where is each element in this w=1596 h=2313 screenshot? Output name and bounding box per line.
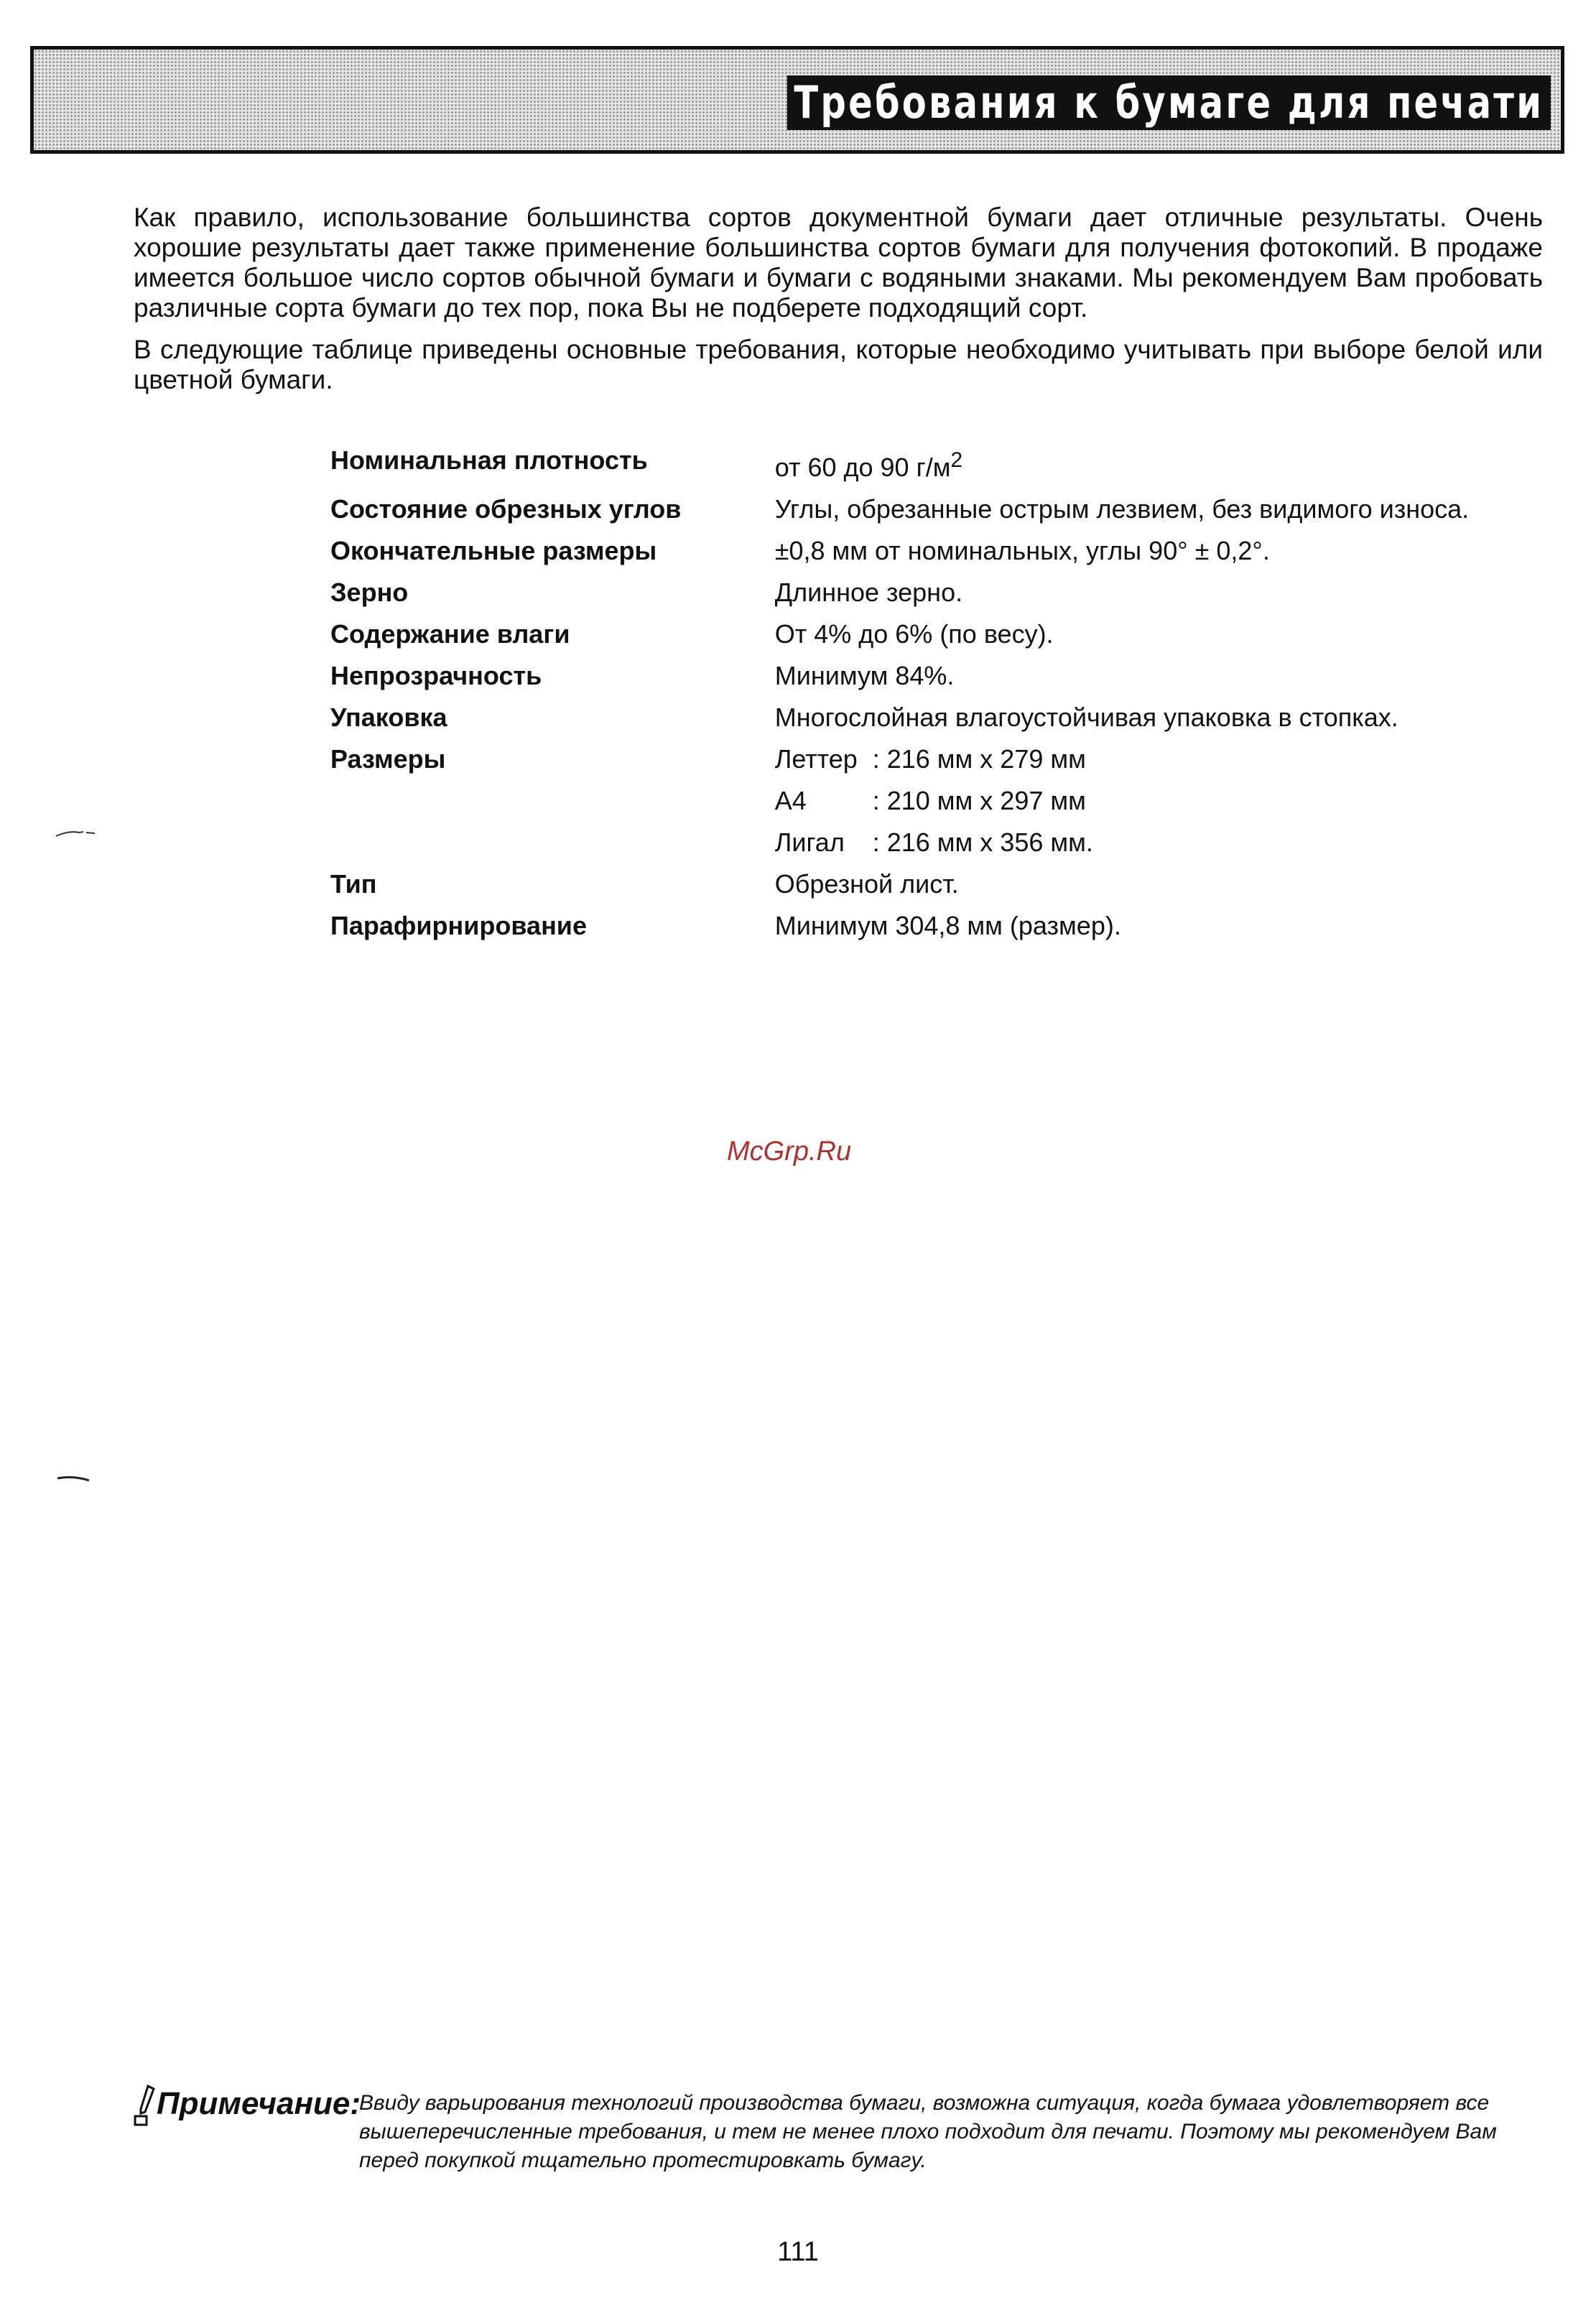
scan-mark xyxy=(55,826,98,842)
paper-size-name: Леттер xyxy=(774,744,858,774)
spec-value: Минимум 84%. xyxy=(774,661,955,690)
spec-row xyxy=(330,869,1537,911)
spec-row xyxy=(330,911,1537,952)
spec-row xyxy=(330,744,1537,869)
spec-label: Содержание влаги xyxy=(330,619,570,649)
paper-size-dimensions: : 210 мм х 297 мм xyxy=(872,786,1086,815)
paper-size-name: Лигал xyxy=(774,828,845,857)
spec-row xyxy=(330,619,1537,661)
spec-label: Зерно xyxy=(330,578,409,607)
scan-mark xyxy=(56,1474,92,1485)
note-label: Примечание: xyxy=(157,2086,361,2121)
spec-value: Многослойная влагоустойчивая упаковка в стопках. xyxy=(774,703,1398,732)
paper-size-row xyxy=(775,744,1537,786)
superscript: 2 xyxy=(950,448,963,472)
note-text: Ввиду варьирования технологий производства бумаги, возможна ситуация, когда бумага удовлетворяет все вышеперечисленные требования, и тем не менее плохо подходит для печати. Поэтому мы рекомендуем Вам перед покупкой тщательно протестировкать бумагу. xyxy=(359,2091,1497,2172)
page-title: Требования к бумаге для печати xyxy=(787,75,1551,130)
watermark-link[interactable]: McGrp.Ru xyxy=(727,1136,852,1167)
spec-value: Обрезной лист. xyxy=(774,869,959,899)
intro-section xyxy=(134,203,1543,407)
paper-size-dimensions: : 216 мм х 356 мм. xyxy=(872,828,1093,857)
spec-value: Длинное зерно. xyxy=(774,578,963,607)
spec-label: Состояние обрезных углов xyxy=(330,494,682,524)
page-number: 111 xyxy=(777,2237,819,2267)
paper-size-dimensions: : 216 мм х 279 мм xyxy=(872,744,1086,774)
spec-value: Минимум 304,8 мм (размер). xyxy=(774,911,1121,940)
spec-row xyxy=(330,578,1537,619)
spec-label: Тип xyxy=(330,869,377,899)
spec-label: Непрозрачность xyxy=(330,661,542,690)
intro-paragraph: Как правило, использование большинства сортов документной бумаги дает отличные результаты. Очень хорошие результаты дает также применение большинства сортов бумаги для получения фотокопий. В продаже имеется большое число сортов обычной бумаги и бумаги с водяными знаками. Мы рекомендуем Вам пробовать различные сорта бумаги до тех пор, пока Вы не подберете подходящий сорт. xyxy=(134,203,1543,323)
paper-size-row xyxy=(775,786,1537,828)
paper-requirements-table xyxy=(330,445,1537,952)
spec-label: Номинальная плотность xyxy=(330,445,648,475)
spec-label: Парафирнирование xyxy=(330,911,587,940)
spec-label: Упаковка xyxy=(330,703,447,732)
spec-row xyxy=(330,661,1537,703)
spec-value: Углы, обрезанные острым лезвием, без видимого износа. xyxy=(774,494,1470,524)
spec-row xyxy=(330,703,1537,744)
spec-row xyxy=(330,445,1537,494)
spec-label: Окончательные размеры xyxy=(330,536,657,565)
paper-sizes-list xyxy=(775,744,1537,869)
paper-size-row xyxy=(775,828,1537,858)
paper-size-name: А4 xyxy=(774,786,807,815)
page-header-band xyxy=(30,46,1564,154)
spec-value: ±0,8 мм от номинальных, углы 90° ± 0,2°. xyxy=(774,536,1270,565)
spec-value: от 60 до 90 $г/м^2$ xyxy=(774,448,963,482)
spec-label: Размеры xyxy=(330,744,446,774)
spec-row xyxy=(330,536,1537,578)
intro-paragraph: В следующие таблице приведены основные требования, которые необходимо учитывать при выборе белой или цветной бумаги. xyxy=(134,335,1543,394)
spec-value: От 4% до 6% (по весу). xyxy=(774,619,1054,649)
spec-row xyxy=(330,494,1537,536)
